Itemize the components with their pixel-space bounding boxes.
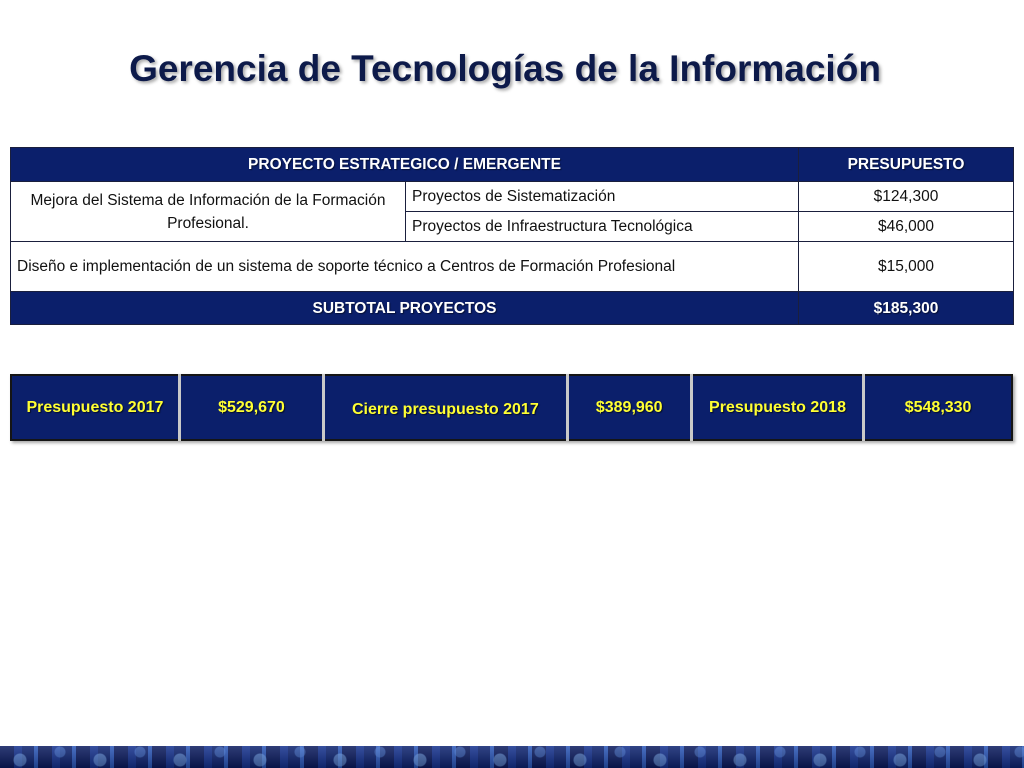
item-label: Diseño e implementación de un sistema de soporte técnico a Centros de Formación Profesional xyxy=(11,242,799,292)
projects-header-row xyxy=(11,148,1014,182)
summary-row xyxy=(11,375,1012,440)
projects-table xyxy=(10,147,1014,325)
header-project: PROYECTO ESTRATEGICO / EMERGENTE xyxy=(11,148,799,182)
budget-2018-label: Presupuesto 2018 xyxy=(691,375,863,440)
subtotal-label: SUBTOTAL PROYECTOS xyxy=(11,292,799,325)
close-2017-value: $389,960 xyxy=(567,375,691,440)
group-name: Mejora del Sistema de Información de la Formación Profesional. xyxy=(11,182,406,242)
subtotal-row xyxy=(11,292,1014,325)
item-amount: $15,000 xyxy=(799,242,1014,292)
budget-2017-label: Presupuesto 2017 xyxy=(11,375,179,440)
budget-2018-value: $548,330 xyxy=(904,398,972,416)
slide-title: Gerencia de Tecnologías de la Información xyxy=(129,48,881,89)
item-amount: $124,300 xyxy=(799,182,1014,212)
item-label: Proyectos de Sistematización xyxy=(406,182,799,212)
subtotal-amount: $185,300 xyxy=(799,292,1014,325)
budget-2017-value: $529,670 xyxy=(179,375,323,440)
header-budget: PRESUPUESTO xyxy=(799,148,1014,182)
budget-summary xyxy=(10,374,1013,441)
close-2017-label: Cierre presupuesto 2017 xyxy=(324,375,567,440)
item-amount: $46,000 xyxy=(799,212,1014,242)
footer-decorative-band xyxy=(0,746,1024,768)
table-row xyxy=(11,182,1014,212)
item-label: Proyectos de Infraestructura Tecnológica xyxy=(406,212,799,242)
table-row xyxy=(11,242,1014,292)
